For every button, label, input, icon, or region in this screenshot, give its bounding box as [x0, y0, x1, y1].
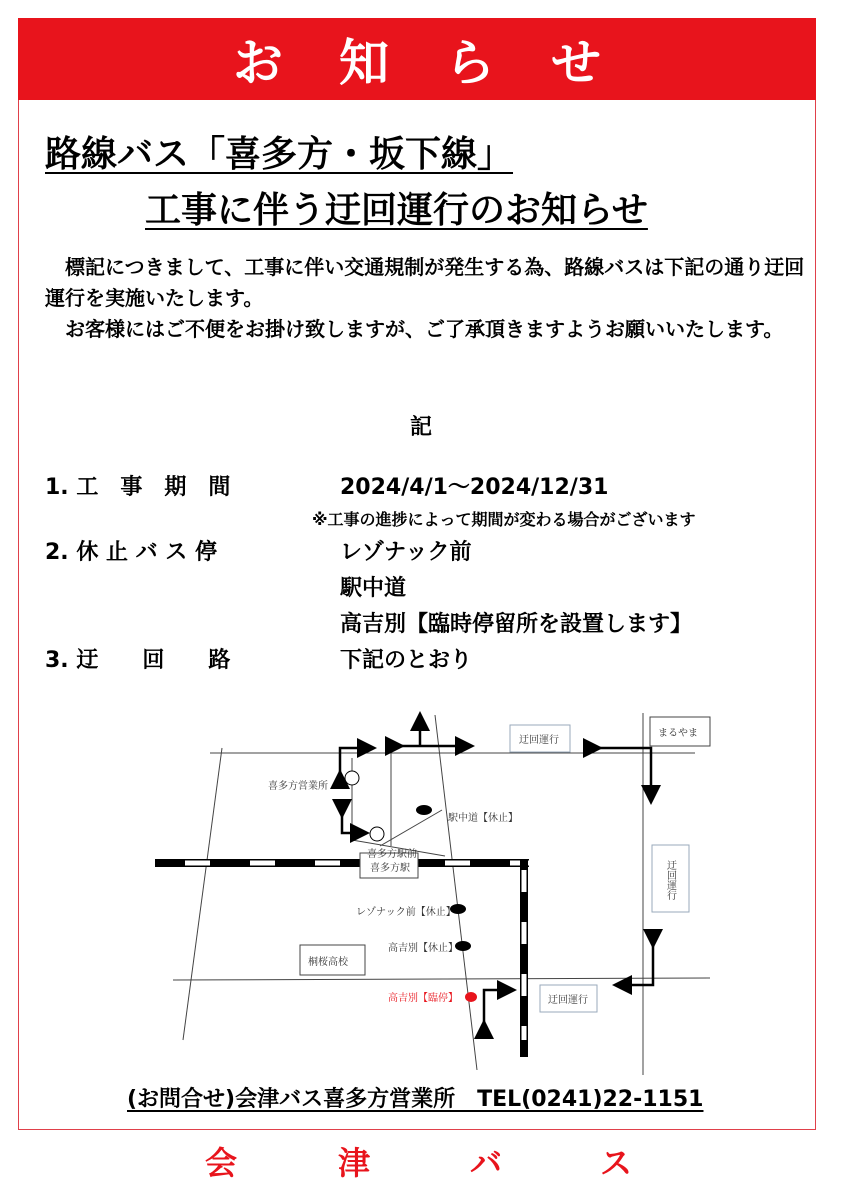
item-2-stop-1: レゾナック前: [340, 540, 472, 565]
item-2-stop-2: 駅中道: [340, 576, 407, 601]
item-3-value: 下記のとおり: [340, 648, 473, 673]
station-front-stop-marker: [370, 827, 384, 841]
banner-char: 知: [339, 34, 389, 92]
item-1-label: 1. 工 事 期 間: [45, 475, 231, 500]
item-2-label: 2. 休 止 バ ス 停: [45, 540, 217, 565]
detour-label-vertical: 迂回運行: [664, 860, 676, 900]
title-line-1: 路線バス「喜多方・坂下線」: [45, 134, 514, 175]
ki-heading: 記: [410, 415, 433, 440]
banner-char: せ: [551, 34, 601, 92]
school-label: 桐桜高校: [308, 957, 348, 968]
station-label: 喜多方駅: [370, 863, 410, 874]
roads: [173, 713, 710, 1075]
brand-char: バ: [470, 1144, 503, 1182]
banner-char: お: [233, 34, 283, 92]
banner-char: ら: [445, 34, 495, 92]
ekinakamichi-label: 駅中道【休止】: [448, 813, 518, 824]
brand-char: 会: [205, 1144, 238, 1182]
office-label: 喜多方営業所: [268, 781, 328, 792]
maruyama-label: まるやま: [658, 728, 698, 739]
item-1-period: 2024/4/1～2024/12/31: [340, 475, 609, 500]
item-1-note: ※工事の進捗によって期間が変わる場合がございます: [312, 510, 696, 529]
contact-info: (お問合せ)会津バス喜多方営業所 TEL(0241)22-1151: [127, 1087, 704, 1112]
body-paragraph-2: お客様にはご不便をお掛け致しますが、ご了承頂きますようお願いいたします。: [45, 317, 784, 341]
temp-stop-marker: [465, 992, 477, 1002]
title-line-2: 工事に伴う迂回運行のお知らせ: [145, 190, 648, 231]
item-3-label: 3. 迂 回 路: [45, 648, 231, 673]
brand-char: 津: [338, 1144, 371, 1182]
detour-label-bottom: 迂回運行: [548, 995, 588, 1006]
item-2-stop-3: 高吉別【臨時停留所を設置します】: [340, 612, 693, 637]
takakichibetsu-label: 高吉別【休止】: [388, 943, 458, 954]
brand-char: ス: [600, 1144, 633, 1182]
office-stop-marker: [345, 771, 359, 785]
ekinakamichi-stop-marker: [416, 805, 432, 815]
station-front-label: 喜多方駅前: [367, 849, 417, 860]
detour-label-top: 迂回運行: [519, 735, 559, 746]
resonac-label: レゾナック前【休止】: [356, 907, 456, 918]
temp-stop-label: 高吉別【臨停】: [388, 993, 458, 1004]
body-paragraph-1: 標記につきまして、工事に伴い交通規制が発生する為、路線バスは下記の通り迂回運行を実施いたします。: [45, 255, 805, 310]
